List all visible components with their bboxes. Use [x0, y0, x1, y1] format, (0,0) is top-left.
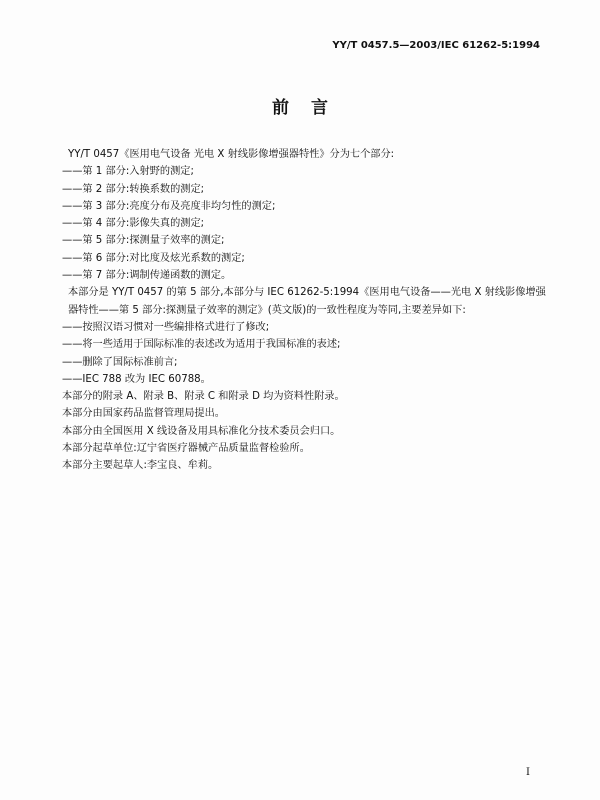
- list-item: ——第 4 部分:影像失真的测定;: [62, 218, 205, 230]
- statement-paragraph: 本部分由国家药品监督管理局提出。: [62, 408, 225, 420]
- standard-code-header: YY/T 0457.5—2003/IEC 61262-5:1994: [332, 40, 540, 51]
- statements-list: [62, 388, 552, 474]
- list-item: ——第 5 部分:探测量子效率的测定;: [62, 235, 225, 247]
- list-item: ——第 3 部分:亮度分布及亮度非均匀性的测定;: [62, 200, 276, 212]
- list-item: ——按照汉语习惯对一些编排格式进行了修改;: [62, 321, 270, 333]
- list-item: ——第 6 部分:对比度及炫光系数的测定;: [62, 252, 245, 264]
- list-item: ——第 1 部分:入射野的测定;: [62, 166, 194, 178]
- list-item: ——删除了国际标准前言;: [62, 356, 178, 368]
- equivalence-paragraph: 本部分是 YY/T 0457 的第 5 部分,本部分与 IEC 61262-5:1994《医用电气设备——光电 X 射线影像增强器特性——第 5 部分:探测量子效率的测定》(英文版)的一致性程度为等同,主要差异如下:: [68, 287, 546, 316]
- differences-list: [62, 319, 552, 388]
- statement-paragraph: 本部分的附录 A、附录 B、附录 C 和附录 D 均为资料性附录。: [62, 391, 345, 403]
- statement-paragraph: 本部分主要起草人:李宝良、牟莉。: [62, 460, 219, 472]
- parts-list: [62, 163, 552, 284]
- list-item: ——IEC 788 改为 IEC 60788。: [62, 373, 211, 385]
- statement-paragraph: 本部分由全国医用 X 线设备及用具标准化分技术委员会归口。: [62, 425, 341, 437]
- intro-paragraph: YY/T 0457《医用电气设备 光电 X 射线影像增强器特性》分为七个部分:: [68, 149, 395, 160]
- list-item: ——将一些适用于国际标准的表述改为适用于我国标准的表述;: [62, 339, 341, 351]
- statement-paragraph: 本部分起草单位:辽宁省医疗器械产品质量监督检验所。: [62, 443, 310, 455]
- list-item: ——第 2 部分:转换系数的测定;: [62, 183, 205, 195]
- list-item: ——第 7 部分:调制传递函数的测定。: [62, 270, 232, 282]
- document-body: [62, 146, 552, 475]
- page-title: 前言: [272, 98, 350, 118]
- page-number: I: [526, 767, 530, 778]
